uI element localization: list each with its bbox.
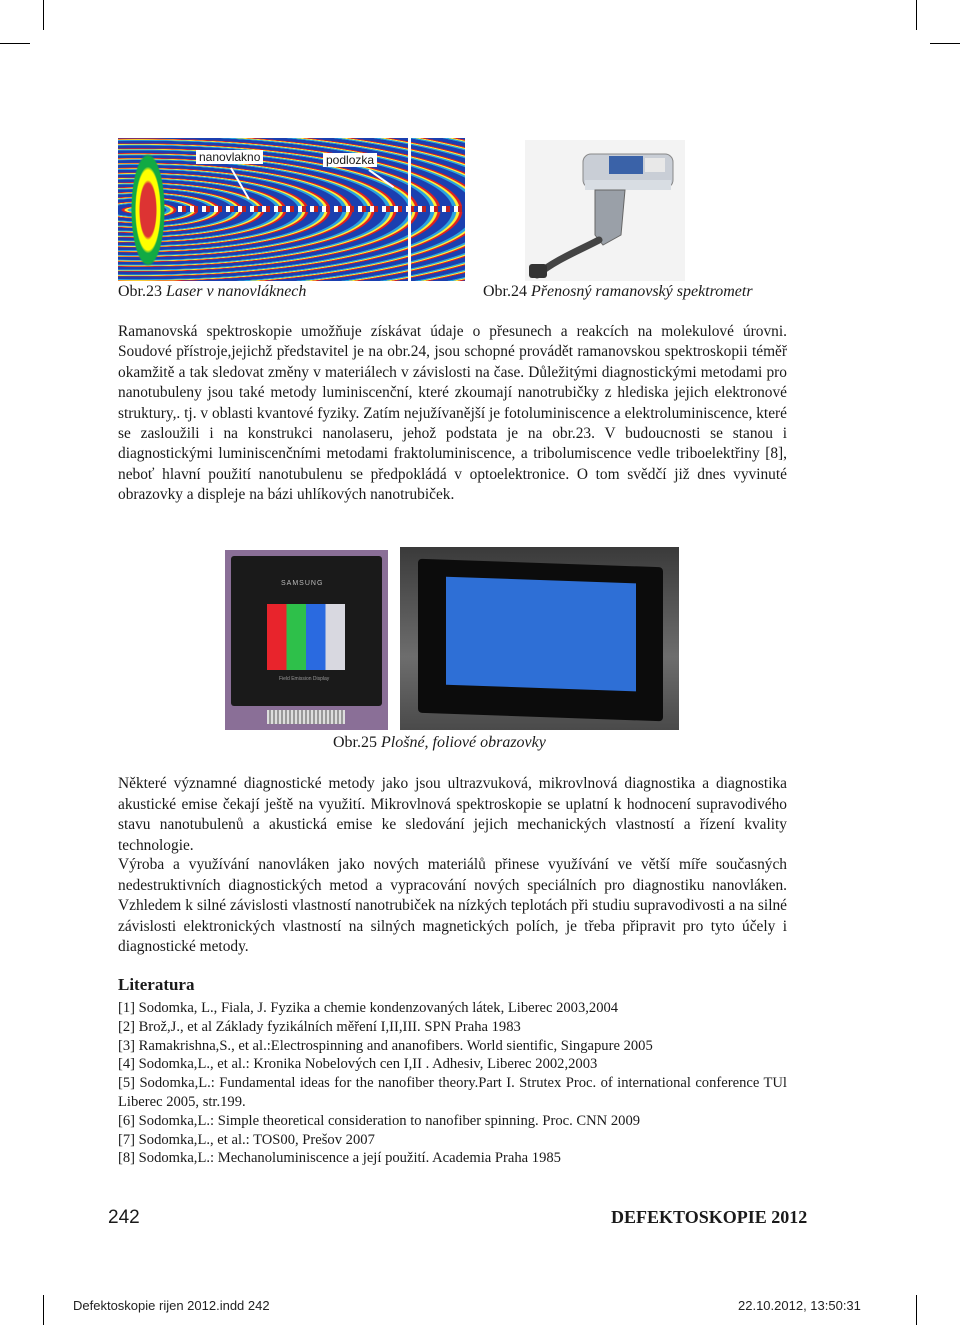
- reference-item: [1] Sodomka, L., Fiala, J. Fyzika a chemie kondenzovaných látek, Liberec 2003,2004: [118, 1000, 619, 1016]
- fed-panel: [231, 556, 382, 706]
- figure-flat-panel-tv-image: [400, 547, 679, 730]
- body-paragraph-production: Výroba a využívání nanovláken jako nových materiálů přinese využívání ve větší míře současných nedestruktivních diagnostických metod a vypracování nových speciálních pro diagnostiku nanovláken. Vzhledem k silné závislosti vlastností nanotrubiček na nízkých teplotách při studiu supravodivosti a na silné závislosti elektronických vlastností na silných magnetických polích, je třeba připravit pro tyto účely i diagnostické metody.: [118, 856, 787, 955]
- crop-mark: [43, 0, 44, 30]
- caption-fig23: [118, 283, 306, 301]
- caption-fig24-prefix: Obr.: [483, 283, 511, 300]
- reference-item: [3] Ramakrishna,S., et al.:Electrospinning and ananofibers. World sientific, Singapure 2005: [118, 1037, 653, 1054]
- caption-fig25: [333, 734, 546, 752]
- figure-nanolaser-image: [118, 138, 465, 281]
- literature-heading: Literatura: [118, 975, 195, 994]
- fed-rgb-bars: [267, 604, 345, 670]
- label-podlozka: podlozka: [323, 153, 377, 167]
- fed-brand: SAMSUNG: [281, 580, 324, 587]
- print-slug-timestamp: 22.10.2012, 13:50:31: [738, 1298, 861, 1313]
- crop-mark: [930, 43, 960, 44]
- crop-mark: [916, 0, 917, 30]
- caption-fig24-text: Přenosný ramanovský spektrometr: [527, 283, 753, 300]
- reference-list: [118, 999, 787, 1168]
- reference-item: [7] Sodomka,L., et al.: TOS00, Prešov 2007: [118, 1131, 375, 1148]
- tv-bezel: [418, 559, 663, 722]
- tv-screen: [446, 577, 636, 692]
- page-number: 242: [108, 1207, 140, 1228]
- reference-item: [8] Sodomka,L.: Mechanoluminiscence a její použití. Academia Praha 1985: [118, 1150, 561, 1167]
- caption-fig25-text: Plošné, foliové obrazovky: [377, 734, 546, 751]
- spectrometer-drawing: [525, 140, 685, 281]
- substrate-line: [408, 138, 411, 281]
- crop-mark: [43, 1295, 44, 1325]
- caption-fig25-number: 25: [361, 734, 377, 751]
- caption-fig25-prefix: Obr.: [333, 734, 361, 751]
- crop-mark: [0, 43, 30, 44]
- label-nanovlakno: nanovlakno: [196, 150, 263, 164]
- journal-title: DEFEKTOSKOPIE 2012: [611, 1207, 808, 1227]
- caption-fig24: [483, 283, 753, 301]
- caption-fig24-number: 24: [511, 283, 527, 300]
- crop-mark: [916, 1295, 917, 1325]
- fed-connector: [267, 710, 345, 724]
- arrow-nanovlakno: [230, 168, 250, 200]
- caption-fig23-number: 23: [146, 283, 162, 300]
- fiber-line: [178, 206, 465, 212]
- caption-fig23-prefix: Obr.: [118, 283, 146, 300]
- fed-panel-label: Field Emission Display: [279, 676, 330, 682]
- reference-item: [5] Sodomka,L.: Fundamental ideas for the nanofiber theory.Part I. Strutex Proc. of international conference TUl Liberec 2005, str.199.: [118, 1075, 787, 1110]
- reference-item: [6] Sodomka,L.: Simple theoretical consideration to nanofiber spinning. Proc. CNN 2009: [118, 1112, 641, 1129]
- body-paragraph-methods: Některé významné diagnostické metody jako jsou ultrazvuková, mikrovlnová diagnostika a diagnostika akustické emise čekají ještě na využití. Mikrovlnová spektroskopie se uplatní k hodnocení supravodivého stavu nanotubulenů a akustická emise ke sledování jejich mechanických vlastností a řízení kvality technologie.: [118, 775, 787, 854]
- figure-fed-display-image: [225, 550, 388, 730]
- caption-fig23-text: Laser v nanovláknech: [162, 283, 307, 300]
- print-slug-file: Defektoskopie rijen 2012.indd 242: [73, 1298, 270, 1313]
- body-paragraph-raman: Ramanovská spektroskopie umožňuje získávat údaje o přesunech a reakcích na molekulové úrovni. Soudové přístroje,jejichž představitel je na obr.24, jsou schopné provádět ramanovskou spektroskopii téměř okamžitě a tak sledovat změny v materiálech v závislosti na čase. Důležitými diagnostickými metodami pro nanotubuleny jsou také metody luminiscenční, které zkoumají nanotrubičky z hlediska jejich elektronové struktury,. tj. v oblasti kvantové fyziky. Zatím nejužívanější je fotoluminiscence a elektroluminiscence, které se zasloužili i na konstrukci nanolaseru, jehož podstata je na obr.23. V budoucnosti se stanou i diagnostickými luminiscenčními metodami fraktoluminiscence, a tribolumiscence vedle triboelektřiny [8], neboť hlavní použití nanotubulenu se předpokládá v optoelektronice. O tom svědčí již dnes vyvinuté obrazovky a displeje na bázi uhlíkových nanotrubiček.: [118, 323, 787, 504]
- reference-item: [4] Sodomka,L., et al.: Kronika Nobelových cen I,II . Adhesiv, Liberec 2002,2003: [118, 1056, 598, 1073]
- figure-raman-spectrometer-image: [525, 140, 685, 281]
- arrow-podlozka: [368, 169, 394, 188]
- reference-item: [2] Brož,J., et al Základy fyzikálních měření I,II,III. SPN Praha 1983: [118, 1018, 521, 1035]
